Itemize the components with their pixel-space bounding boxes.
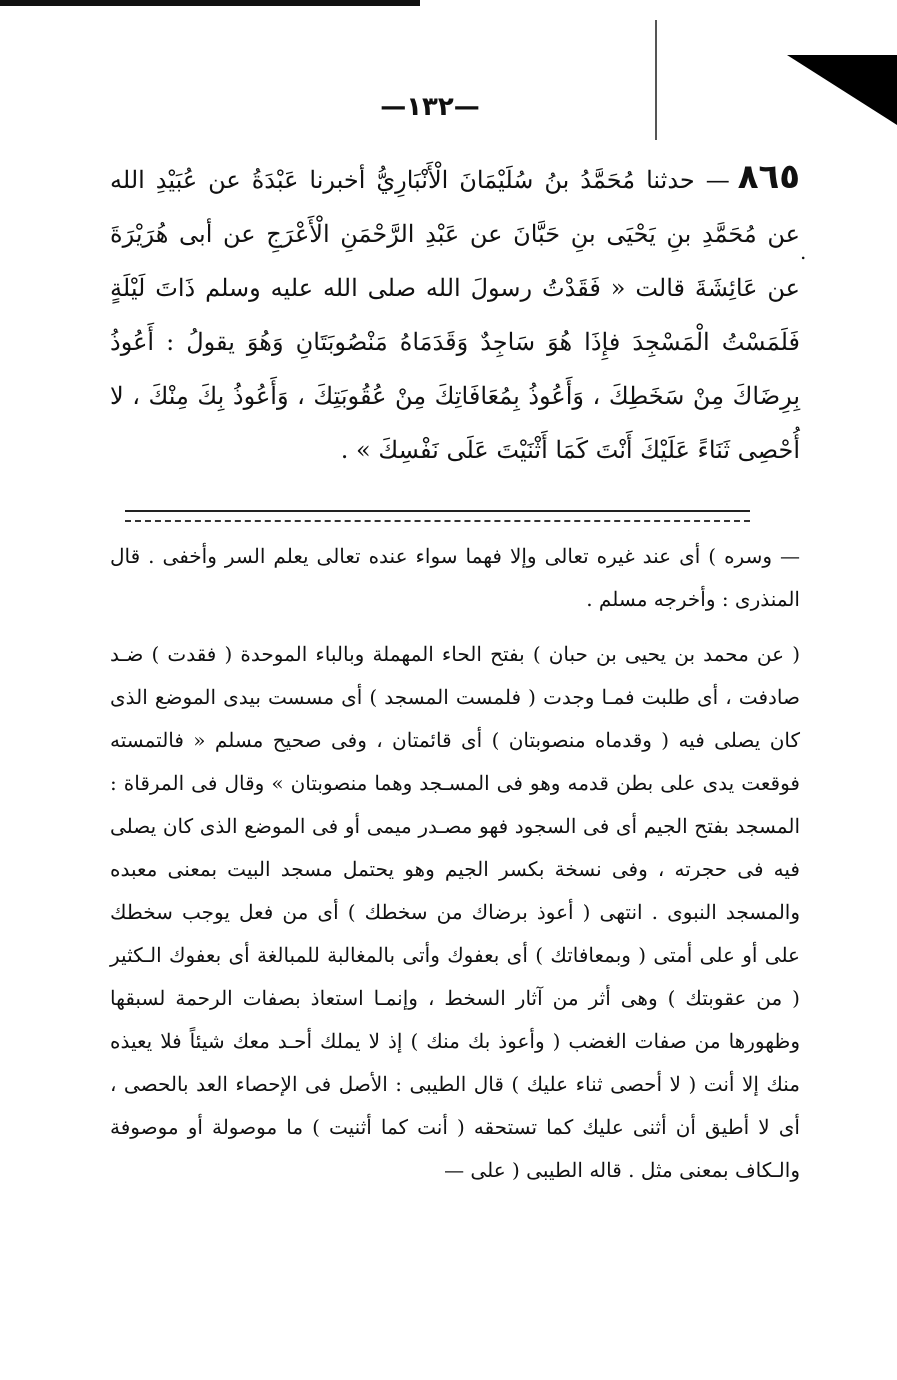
page-corner-mark xyxy=(787,55,897,125)
scan-edge-line xyxy=(0,0,420,6)
commentary-paragraph-2: ( عن محمد بن يحيى بن حبان ) بفتح الحاء المهملة وبالباء الموحدة ( فقدت ) ضـد صادفت ، أى طلبت فمـا وجدت ( فلمست المسجد ) أى مسست بيدى الموضع الذى كان يصلى فيه ( وقدماه منصوبتان ) أى قائمتان ، وفى صحيح مسلم « فالتمسته فوقعت يدى على بطن قدمه وهو فى المسـجد وهما منصوبتان » وقال فى المرقاة : المسجد بفتح الجيم أى فى السجود فهو مصـدر ميمى أو فى الموضع الذى كان يصلى فيه فى حجرته ، وفى نسخة بكسر الجيم وهو يحتمل مسجد البيت بمعنى معبده والمسجد النبوى . انتهى ( أعوذ برضاك من سخطك ) أى من فعل يوجب سخطك على أو على أمتى ( وبمعافاتك ) أى بعفوك وأتى بالمغالبة للمبالغة أى بعفوك الـكثير ( من عقوبتك ) وهى أثر من آثار السخط ، وإنمـا استعاذ بصفات الرحمة لسبقها وظهورها من صفات الغضب ( وأعوذ بك منك ) إذ لا يملك أحـد معك شيئاً فلا يعيذه منك إلا أنت ( لا أحصى ثناء عليك ) قال الطيبى : الأصل فى الإحصاء العد بالحصى ، أى لا أطيق أن أثنى عليك كما تستحقه ( أنت كما أثنيت ) ما موصولة أو موصوفة والـكاف بمعنى مثل . قاله الطيبى ( على — xyxy=(110,642,800,1182)
commentary-block xyxy=(110,535,800,1204)
page-number: —١٣٢— xyxy=(380,92,480,122)
fold-line xyxy=(655,20,657,140)
margin-dot: . xyxy=(800,240,807,264)
section-divider xyxy=(125,510,750,512)
hadith-number: ٨٦٥ xyxy=(737,157,800,197)
section-divider-dashed xyxy=(125,520,750,522)
hadith-text: — حدثنا مُحَمَّدُ بنُ سُلَيْمَانَ الْأَنْبَارِيُّ أخبرنا عَبْدَةُ عن عُبَيْدِ الله عن مُحَمَّدِ بنِ يَحْيَى بنِ حَبَّانَ عن عَبْدِ الرَّحْمَنِ الْأَعْرَجِ عن أبى هُرَيْرَةَ عن عَائِشَةَ قالت « فَقَدْتُ رسولَ الله صلى الله عليه وسلم ذَاتَ لَيْلَةٍ فَلَمَسْتُ الْمَسْجِدَ فإِذَا هُوَ سَاجِدٌ وَقَدَمَاهُ مَنْصُوبَتَانِ وَهُوَ يقولُ : أَعُوذُ بِرِضَاكَ مِنْ سَخَطِكَ ، وَأَعُوذُ بِمُعَافَاتِكَ مِنْ عُقُوبَتِكَ ، وَأَعُوذُ بِكَ مِنْكَ ، لا أُحْصِى ثَنَاءً عَلَيْكَ أَنْتَ كَمَا أَثْنَيْتَ عَلَى نَفْسِكَ » . xyxy=(110,166,800,464)
hadith-text-block xyxy=(110,150,800,477)
commentary-paragraph-1: — وسره ) أى عند غيره تعالى وإلا فهما سواء عنده تعالى يعلم السر وأخفى . قال المنذرى : وأخرجه مسلم . xyxy=(110,544,800,611)
